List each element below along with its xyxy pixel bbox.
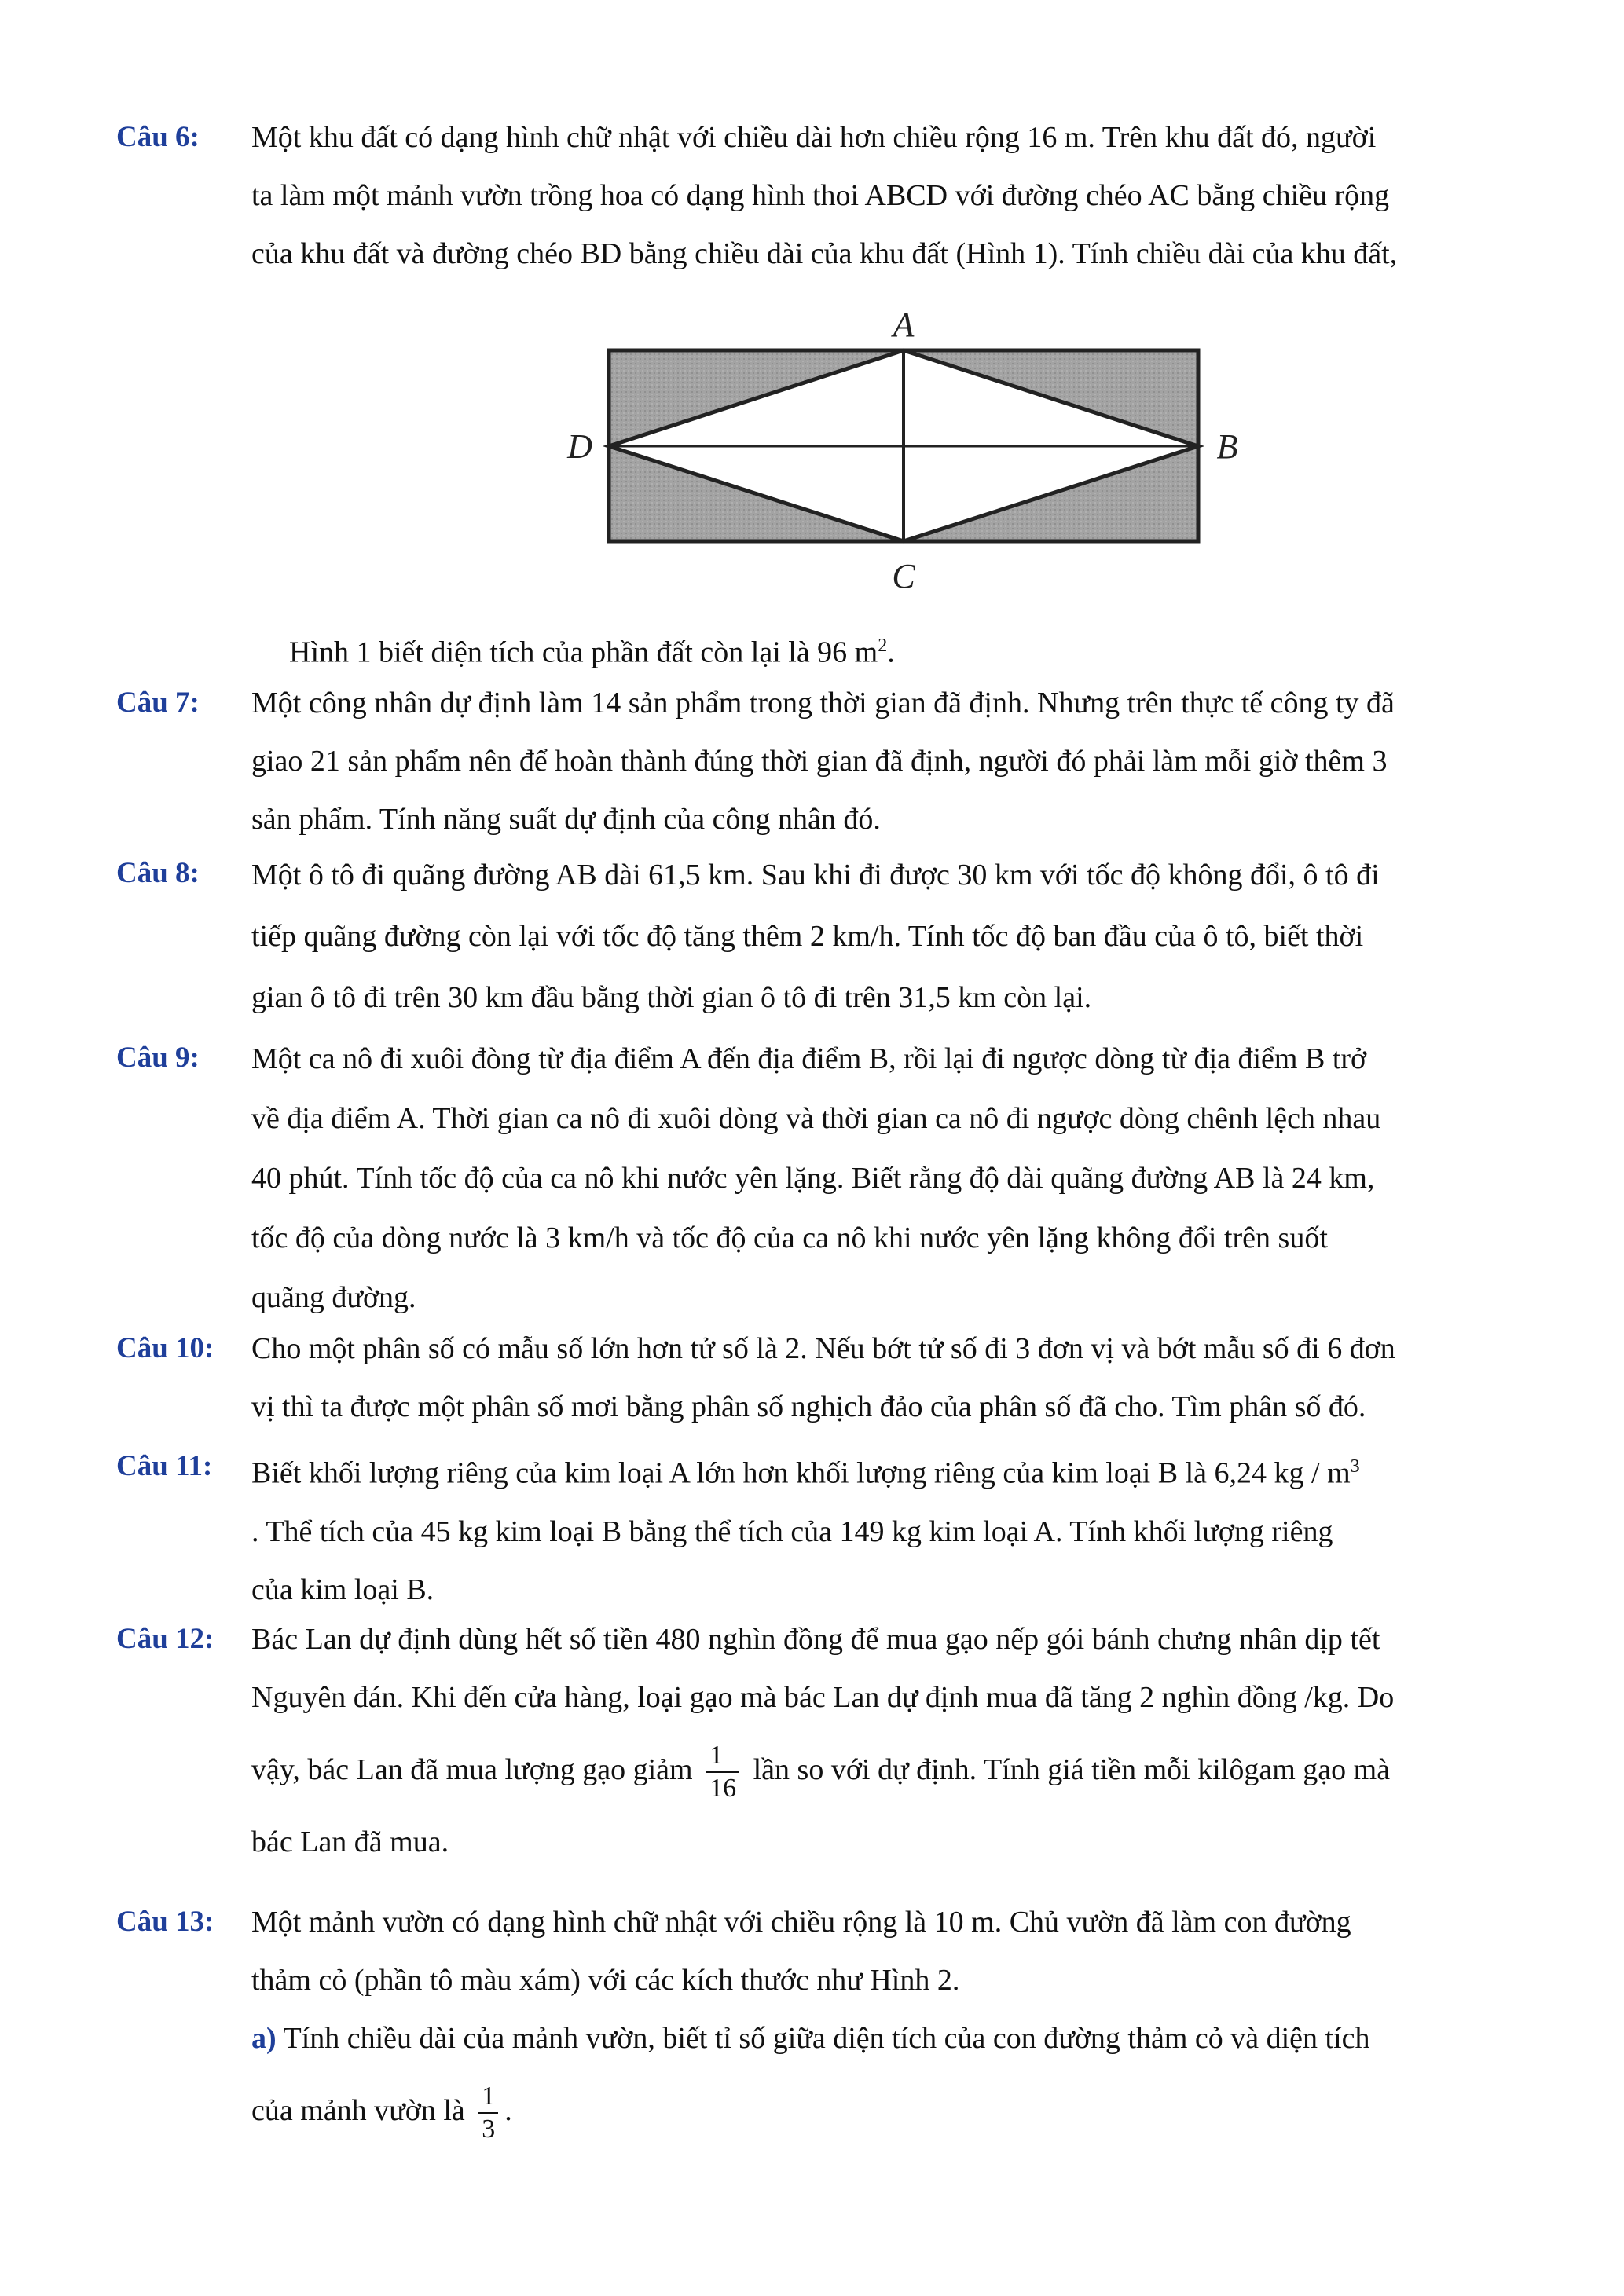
text-line: về địa điểm A. Thời gian ca nô đi xuôi dòng và thời gian ca nô đi ngược dòng chênh lệch nhau — [251, 1102, 1381, 1135]
text-segment: của mảnh vườn là — [251, 2094, 465, 2127]
text-line: gian ô tô đi trên 30 km đầu bằng thời gian ô tô đi trên 31,5 km còn lại. — [251, 981, 1092, 1014]
figure-1-rhombus-in-rectangle — [550, 297, 1257, 603]
question-label: Câu 12: — [116, 1623, 214, 1655]
question-7 — [116, 674, 1515, 848]
text-line — [251, 1727, 1515, 1813]
vertex-label-d: D — [567, 427, 592, 466]
text-line: Cho một phân số có mẫu số lớn hơn tử số là 2. Nếu bớt tử số đi 3 đơn vị và bớt mẫu số đi 6 đơn — [251, 1332, 1395, 1365]
question-12 — [116, 1610, 1515, 1871]
subquestion-label: a) — [251, 2022, 277, 2055]
question-text — [251, 1893, 1515, 2154]
text-line: . Thể tích của 45 kg kim loại B bằng thể tích của 149 kg kim loại A. Tính khối lượng riêng — [251, 1514, 1333, 1548]
text-line: của kim loại B. — [251, 1573, 434, 1606]
question-11 — [116, 1437, 1515, 1619]
text-line: Một khu đất có dạng hình chữ nhật với chiều dài hơn chiều rộng 16 m. Trên khu đất đó, người — [251, 121, 1377, 154]
text-segment: lần so với dự định. Tính giá tiền mỗi kilôgam gạo mà — [753, 1753, 1391, 1786]
question-label: Câu 8: — [116, 857, 200, 889]
question-label: Câu 10: — [116, 1332, 214, 1364]
caption-superscript: 2 — [878, 635, 888, 656]
question-text — [251, 844, 1515, 1028]
vertex-label-a: A — [893, 306, 915, 344]
question-9 — [116, 1029, 1515, 1327]
text-segment: . — [504, 2094, 512, 2127]
question-text — [251, 1320, 1515, 1436]
text-line: tốc độ của dòng nước là 3 km/h và tốc độ của ca nô khi nước yên lặng không đổi trên suốt — [251, 1221, 1328, 1254]
text-line: vị thì ta được một phân số mơi bằng phân số nghịch đảo của phân số đã cho. Tìm phân số đó. — [251, 1390, 1366, 1423]
text-line: Nguyên đán. Khi đến cửa hàng, loại gạo mà bác Lan dự định mua đã tăng 2 nghìn đồng /kg. Do — [251, 1681, 1395, 1714]
fraction-numerator: 1 — [706, 1740, 739, 1773]
question-6 — [116, 108, 1515, 283]
text-line — [251, 2067, 1515, 2154]
text-line — [251, 1437, 1515, 1503]
question-8 — [116, 844, 1515, 1028]
question-13 — [116, 1893, 1515, 2154]
superscript: 3 — [1350, 1456, 1360, 1477]
question-label: Câu 7: — [116, 687, 200, 719]
question-text — [251, 1610, 1515, 1871]
question-label: Câu 13: — [116, 1906, 214, 1938]
text-line: thảm cỏ (phần tô màu xám) với các kích thước như Hình 2. — [251, 1964, 960, 1997]
question-text — [251, 1029, 1515, 1327]
text-line: 40 phút. Tính tốc độ của ca nô khi nước yên lặng. Biết rằng độ dài quãng đường AB là 24 km, — [251, 1162, 1375, 1195]
text-segment: vậy, bác Lan đã mua lượng gạo giảm — [251, 1753, 693, 1786]
text-line: sản phẩm. Tính năng suất dự định của công nhân đó. — [251, 803, 881, 836]
fraction — [478, 2081, 498, 2145]
text-line — [251, 2009, 1515, 2067]
text-line: Một công nhân dự định làm 14 sản phẩm trong thời gian đã định. Nhưng trên thực tế công ty đã — [251, 687, 1395, 720]
text-line: Một mảnh vườn có dạng hình chữ nhật với chiều rộng là 10 m. Chủ vườn đã làm con đường — [251, 1906, 1351, 1939]
text-line: Một ô tô đi quãng đường AB dài 61,5 km. Sau khi đi được 30 km với tốc độ không đổi, ô tô đi — [251, 859, 1380, 892]
fraction-denominator: 3 — [482, 2115, 496, 2144]
fraction-denominator: 16 — [709, 1774, 737, 1803]
question-label: Câu 11: — [116, 1450, 213, 1482]
vertex-label-b: B — [1216, 427, 1238, 466]
question-label: Câu 9: — [116, 1042, 200, 1074]
question-text — [251, 1437, 1515, 1619]
text-segment: Biết khối lượng riêng của kim loại A lớn hơn khối lượng riêng của kim loại B là 6,24 kg / m — [251, 1456, 1351, 1490]
text-line: bác Lan đã mua. — [251, 1825, 449, 1858]
text-line: Bác Lan dự định dùng hết số tiền 480 nghìn đồng để mua gạo nếp gói bánh chưng nhân dịp tết — [251, 1623, 1380, 1656]
fraction — [706, 1740, 739, 1804]
caption-text: Hình 1 biết diện tích của phần đất còn lại là 96 m — [289, 635, 878, 669]
vertex-label-c: C — [892, 557, 915, 595]
text-line: của khu đất và đường chéo BD bằng chiều dài của khu đất (Hình 1). Tính chiều dài của khu đất, — [251, 237, 1398, 270]
text-line: Một ca nô đi xuôi đòng từ địa điểm A đến địa điểm B, rồi lại đi ngược dòng từ địa điểm B trở — [251, 1042, 1367, 1075]
text-line: tiếp quãng đường còn lại với tốc độ tăng thêm 2 km/h. Tính tốc độ ban đầu của ô tô, biết thời — [251, 920, 1364, 953]
text-line: giao 21 sản phẩm nên để hoàn thành đúng thời gian đã định, người đó phải làm mỗi giờ thêm 3 — [251, 745, 1388, 778]
question-10 — [116, 1320, 1515, 1436]
question-text — [251, 674, 1515, 848]
caption-end: . — [887, 635, 895, 669]
question-label: Câu 6: — [116, 121, 200, 153]
text-line: ta làm một mảnh vườn trồng hoa có dạng hình thoi ABCD với đường chéo AC bằng chiều rộng — [251, 179, 1390, 212]
question-text — [251, 108, 1515, 283]
text-segment: Tính chiều dài của mảnh vườn, biết tỉ số giữa diện tích của con đường thảm cỏ và diện tích — [283, 2022, 1370, 2055]
figure-1-caption — [289, 617, 895, 682]
text-line: quãng đường. — [251, 1281, 416, 1314]
fraction-numerator: 1 — [478, 2081, 498, 2114]
